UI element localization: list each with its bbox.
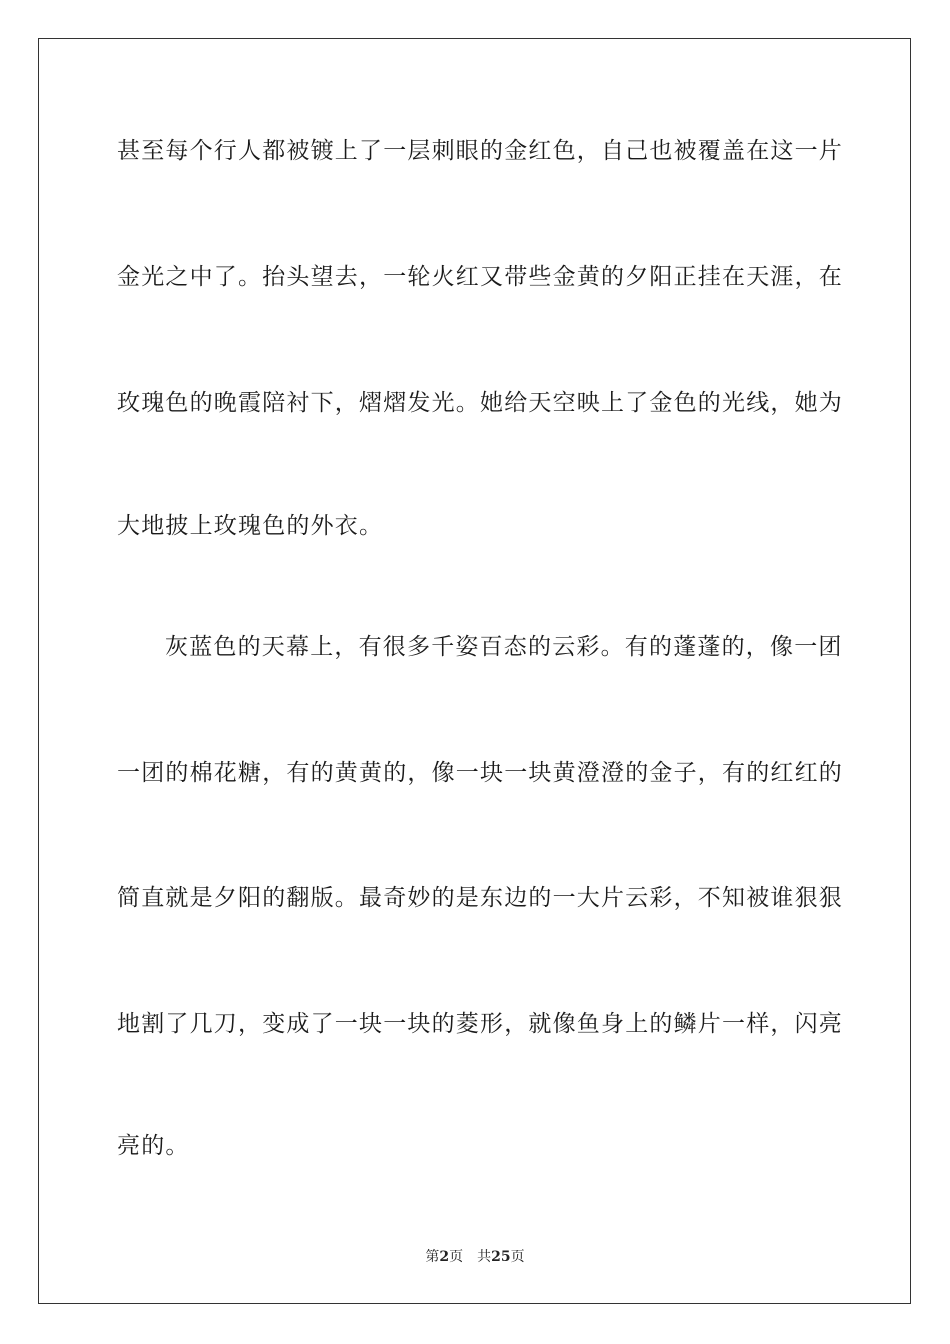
paragraph-line: 灰蓝色的天幕上，有很多千姿百态的云彩。有的蓬蓬的，像一团 xyxy=(165,634,843,660)
total-prefix: 共 xyxy=(477,1249,492,1265)
page-suffix: 页 xyxy=(449,1249,464,1265)
paragraph-line: 大地披上玫瑰色的外衣。 xyxy=(117,513,384,539)
paragraph-line: 一团的棉花糖，有的黄黄的，像一块一块黄澄澄的金子，有的红红的 xyxy=(117,760,843,786)
total-suffix: 页 xyxy=(510,1249,525,1265)
paragraph-line: 金光之中了。抬头望去，一轮火红又带些金黄的夕阳正挂在天涯，在 xyxy=(117,264,843,290)
total-pages: 25 xyxy=(491,1249,511,1265)
paragraph-line: 简直就是夕阳的翻版。最奇妙的是东边的一大片云彩，不知被谁狠狠 xyxy=(117,885,843,911)
page-border xyxy=(38,38,911,1304)
page-prefix: 第 xyxy=(425,1249,440,1265)
paragraph-line: 玫瑰色的晚霞陪衬下，熠熠发光。她给天空映上了金色的光线，她为 xyxy=(117,390,843,416)
page-footer xyxy=(0,1248,950,1266)
paragraph-line: 地割了几刀，变成了一块一块的菱形，就像鱼身上的鳞片一样，闪亮 xyxy=(117,1011,843,1037)
paragraph-line: 甚至每个行人都被镀上了一层刺眼的金红色，自己也被覆盖在这一片 xyxy=(117,138,843,164)
paragraph-line: 亮的。 xyxy=(117,1133,190,1159)
page-number: 2 xyxy=(439,1249,450,1265)
